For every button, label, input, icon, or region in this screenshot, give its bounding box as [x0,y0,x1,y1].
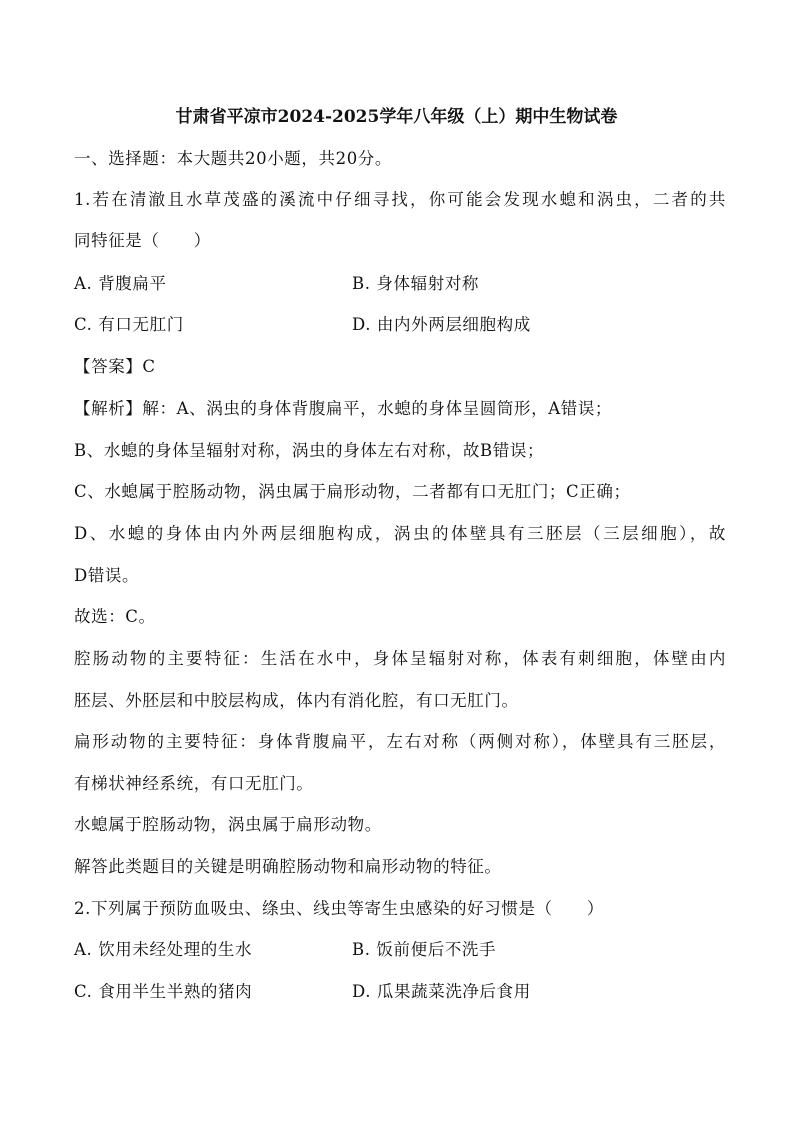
question-1-analysis-line: 扁形动物的主要特征：身体背腹扁平，左右对称（两侧对称），体壁具有三胚层， [74,732,726,751]
question-1-stem-line-1: 1.若在清澈且水草茂盛的溪流中仔细寻找，你可能会发现水螅和涡虫，二者的共 [74,190,726,209]
exam-title: 甘肃省平凉市2024-2025学年八年级（上）期中生物试卷 [175,107,618,127]
question-1-analysis-line: 腔肠动物的主要特征：生活在水中，身体呈辐射对称，体表有刺细胞，体壁由内 [74,649,726,668]
question-1-analysis-line: 水螅属于腔肠动物，涡虫属于扁形动物。 [74,815,382,834]
question-2-option-c: C. 食用半生半熟的猪肉 [74,982,253,1001]
question-1-analysis-line: 故选：C。 [74,607,156,626]
question-2-option-d: D. 瓜果蔬菜洗净后食用 [352,982,531,1001]
question-1-option-b: B. 身体辐射对称 [352,274,480,293]
question-1-answer: 【答案】C [74,357,156,376]
section-heading: 一、选择题：本大题共20小题，共20分。 [74,149,392,168]
question-1-analysis-line: D、水螅的身体由内外两层细胞构成，涡虫的体壁具有三胚层（三层细胞），故 [74,524,726,543]
question-1-analysis-line: 有梯状神经系统，有口无肛门。 [74,774,314,793]
question-1-option-c: C. 有口无肛门 [74,315,184,334]
question-2-option-b: B. 饭前便后不洗手 [352,940,497,959]
question-1-analysis-line: 胚层、外胚层和中胶层构成，体内有消化腔，有口无肛门。 [74,691,519,710]
question-1-analysis-line: C、水螅属于腔肠动物，涡虫属于扁形动物，二者都有口无肛门；C正确； [74,482,631,501]
question-1-analysis-line: D错误。 [74,566,140,585]
question-1-analysis-line: B、水螅的身体呈辐射对称，涡虫的身体左右对称，故B错误； [74,441,545,460]
question-1-analysis-line: 解答此类题目的关键是明确腔肠动物和扁形动物的特征。 [74,857,502,876]
question-2-option-a: A. 饮用未经处理的生水 [74,940,253,959]
question-1-option-a: A. 背腹扁平 [74,274,167,293]
question-1-option-d: D. 由内外两层细胞构成 [352,315,531,334]
question-2-stem-line-1: 2.下列属于预防血吸虫、绦虫、线虫等寄生虫感染的好习惯是（ ） [74,899,604,918]
question-1-analysis-line: 【解析】解：A、涡虫的身体背腹扁平，水螅的身体呈圆筒形，A错误； [74,399,613,418]
question-1-stem-line-2: 同特征是（ ） [74,231,211,250]
